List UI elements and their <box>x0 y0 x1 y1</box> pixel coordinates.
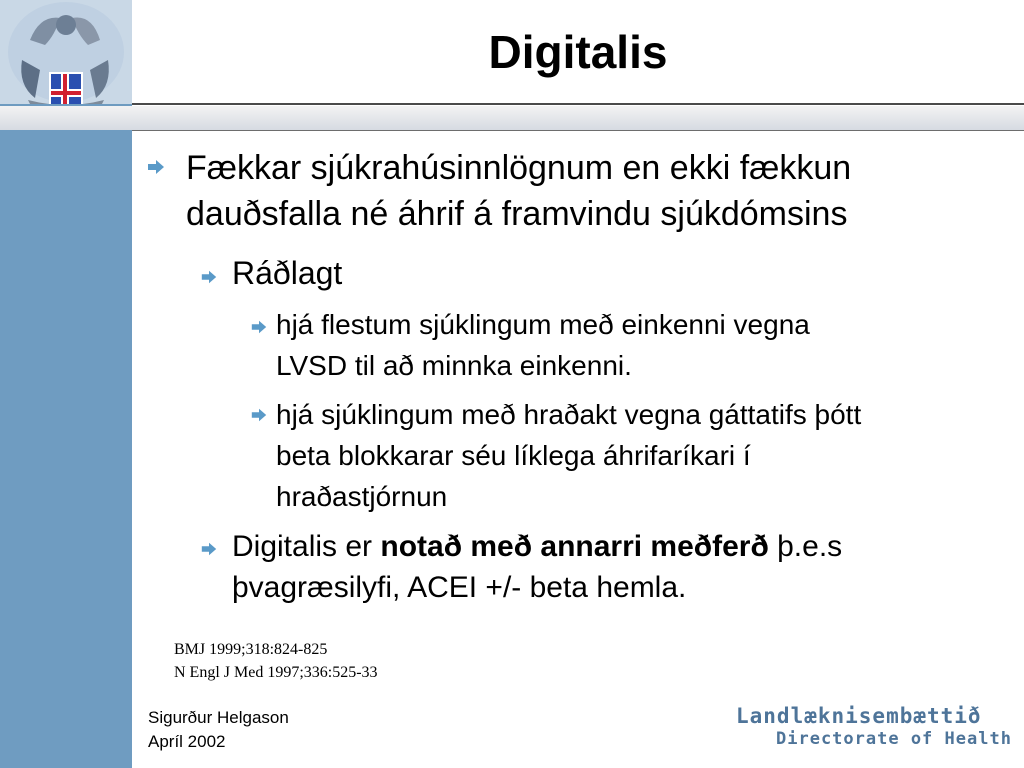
bullet-5-line-1 <box>232 526 842 568</box>
bullet-2: Ráðlagt <box>232 255 343 291</box>
agency-name-icelandic: Landlæknisembættið <box>736 704 982 728</box>
reference-2: N Engl J Med 1997;336:525-33 <box>174 664 378 681</box>
arrow-right-icon <box>200 268 218 291</box>
author-block <box>148 706 289 754</box>
agency-name-english: Directorate of Health <box>776 729 1012 749</box>
coat-of-arms-logo <box>0 0 132 104</box>
bullet-3-line-2: LVSD til að minnka einkenni. <box>276 350 632 381</box>
arrow-right-icon <box>146 157 166 182</box>
bullet-3-line-1: hjá flestum sjúklingum með einkenni vegna <box>276 309 810 340</box>
bullet-5-text-pre: Digitalis er <box>232 530 381 563</box>
bullet-5-line-2: þvagræsilyfi, ACEI +/- beta hemla. <box>232 571 687 604</box>
title-rule-bottom <box>132 130 1024 131</box>
title-band <box>0 106 1024 130</box>
agency-logo <box>736 704 1012 750</box>
arrow-right-icon <box>200 540 218 563</box>
bullet-5-text-post: þ.e.s <box>768 530 843 563</box>
author-name: Sigurður Helgason <box>148 708 289 727</box>
arrow-right-icon <box>250 406 268 429</box>
presentation-date: Apríl 2002 <box>148 732 226 751</box>
sidebar-lower <box>0 130 132 768</box>
references <box>174 638 378 684</box>
title-rule-top <box>132 103 1024 105</box>
arrow-right-icon <box>250 318 268 341</box>
bullet-4-line-2: beta blokkarar séu líklega áhrifaríkari í <box>276 440 751 471</box>
bullet-1-line-1: Fækkar sjúkrahúsinnlögnum en ekki fækkun <box>186 149 852 187</box>
bullet-1-line-2: dauðsfalla né áhrif á framvindu sjúkdómsins <box>186 195 848 233</box>
slide-title: Digitalis <box>488 26 668 78</box>
bullet-4-line-1: hjá sjúklingum með hraðakt vegna gáttatifs þótt <box>276 399 862 430</box>
bullet-4-line-3: hraðastjórnun <box>276 481 448 512</box>
reference-1: BMJ 1999;318:824-825 <box>174 641 328 658</box>
bullet-5-text-bold: notað með annarri meðferð <box>380 530 769 563</box>
